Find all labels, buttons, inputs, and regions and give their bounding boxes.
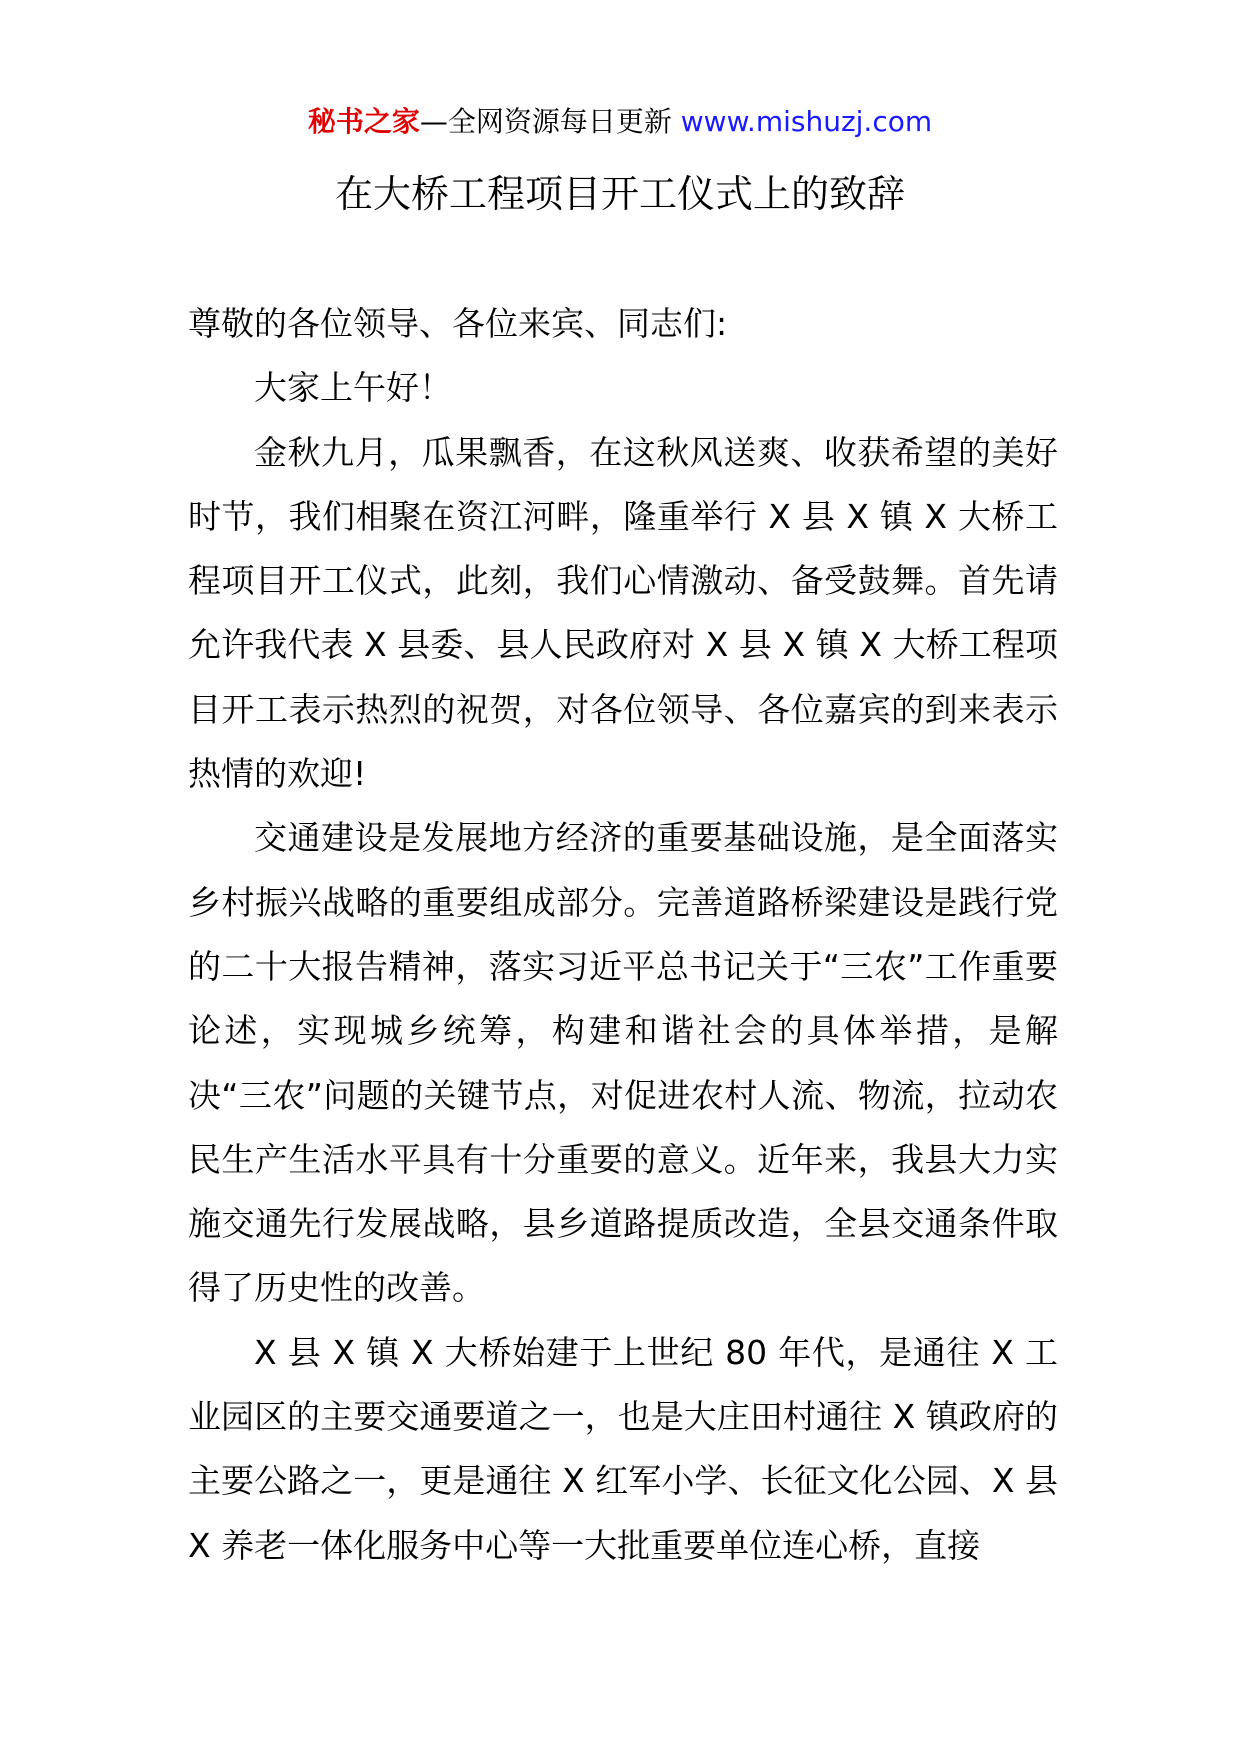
salutation: 尊敬的各位领导、各位来宾、同志们:: [188, 304, 728, 343]
site-header: [0, 100, 1240, 144]
document-title: 在大桥工程项目开工仪式上的致辞: [334, 172, 905, 216]
site-url[interactable]: www.mishuzj.com: [680, 105, 933, 138]
paragraph-opening: 金秋九月，瓜果飘香，在这秋风送爽、收获希望的美好时节，我们相聚在资江河畔，隆重举行 X 县 X 镇 X 大桥工程项目开工仪式，此刻，我们心情激动、备受鼓舞。首先请允许我代表 X 县委、县人民政府对 X 县 X 镇 X 大桥工程项目开工表示热烈的祝贺，对各位领导、各位嘉宾的到来表示热情的欢迎!: [188, 432, 1058, 794]
brand-name: 秘书之家: [307, 105, 420, 138]
document-body: [188, 292, 1058, 1578]
paragraph-greeting: 大家上午好！: [254, 368, 452, 408]
paragraph-bridge-history: X 县 X 镇 X 大桥始建于上世纪 80 年代，是通往 X 工业园区的主要交通要道之一，也是大庄田村通往 X 镇政府的主要公路之一，更是通往 X 红军小学、长征文化公园、X 县 X 养老一体化服务中心等一大批重要单位连心桥，直接: [188, 1332, 1058, 1565]
header-tagline: —全网资源每日更新: [419, 105, 681, 138]
paragraph-transport: 交通建设是发展地方经济的重要基础设施，是全面落实乡村振兴战略的重要组成部分。完善道路桥梁建设是践行党的二十大报告精神，落实习近平总书记关于“三农”工作重要论述，实现城乡统筹，构建和谐社会的具体举措，是解决“三农”问题的关键节点，对促进农村人流、物流，拉动农民生产生活水平具有十分重要的意义。近年来，我县大力实施交通先行发展战略，县乡道路提质改造，全县交通条件取得了历史性的改善。: [188, 818, 1058, 1308]
